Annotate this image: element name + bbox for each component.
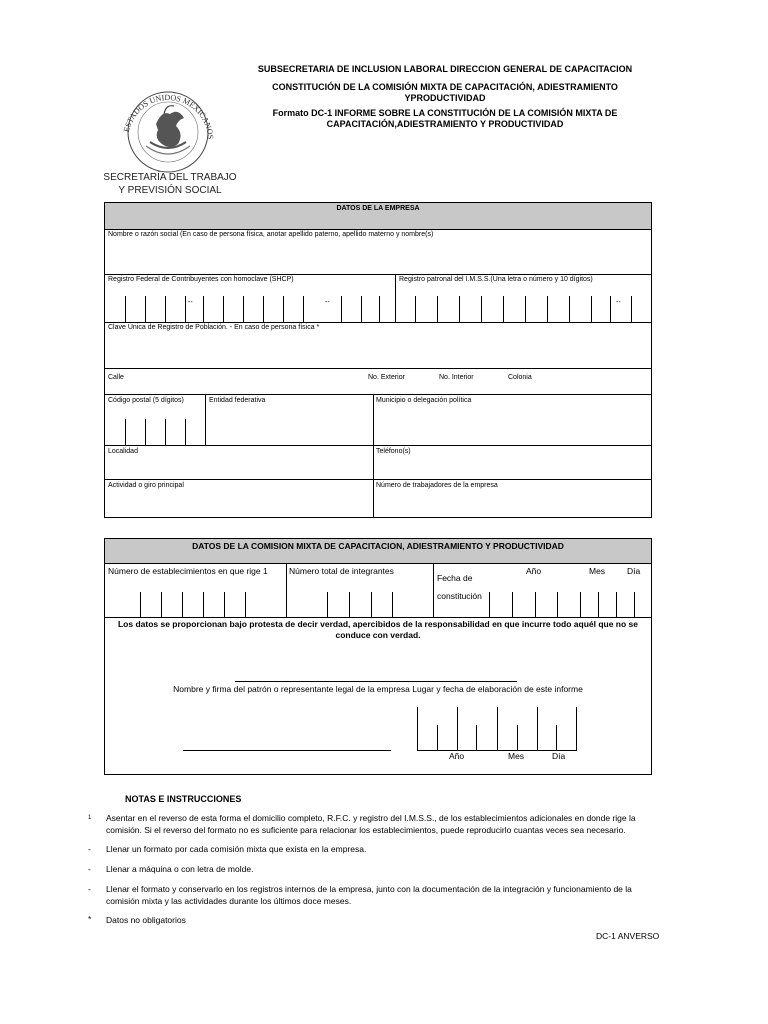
localidad-field[interactable] xyxy=(105,457,373,479)
dia-2-label: Día xyxy=(552,751,566,761)
seal-caption-line-2: Y PREVISIÓN SOCIAL xyxy=(118,185,222,196)
protesta-text: Los datos se proporcionan bajo protesta de decir verdad, apercibidos de la responsabilidad en que incurre todo aquél que no se conduce con verdad. xyxy=(117,619,639,640)
notas-title: NOTAS E INSTRUCCIONES xyxy=(125,794,242,804)
imss-field[interactable] xyxy=(396,285,651,321)
no-exterior-label: No. Exterior xyxy=(368,374,405,381)
header-line-2: CONSTITUCIÓN DE LA COMISIÓN MIXTA DE CAPACITACIÓN, ADIESTRAMIENTO YPRODUCTIVIDAD xyxy=(272,82,618,103)
empresa-title-bar xyxy=(105,203,651,230)
rfc-label: Registro Federal de Contribuyentes con homoclave (SHCP) xyxy=(108,276,294,283)
trabajadores-field[interactable] xyxy=(374,491,651,517)
note-mark: - xyxy=(88,844,91,854)
comision-title: DATOS DE LA COMISION MIXTA DE CAPACITACION, ADIESTRAMIENTO Y PRODUCTIVIDAD xyxy=(192,541,564,551)
footer-code: DC-1 ANVERSO xyxy=(596,931,660,941)
mes-2-label: Mes xyxy=(508,751,525,761)
note-mark: - xyxy=(88,864,91,874)
actividad-label: Actividad o giro principal xyxy=(108,482,184,489)
municipio-label: Municipio o delegación política xyxy=(376,397,472,404)
note-mark: 1 xyxy=(88,815,92,821)
fecha-constitucion-field[interactable] xyxy=(505,579,651,616)
list-item xyxy=(86,843,666,855)
entidad-field[interactable] xyxy=(206,406,373,444)
integrantes-field[interactable] xyxy=(287,579,433,616)
entidad-label: Entidad federativa xyxy=(209,397,266,404)
note-mark: * xyxy=(88,914,92,924)
telefono-label: Teléfono(s) xyxy=(376,448,411,455)
domicilio-field[interactable] xyxy=(105,369,651,393)
firma-label: Nombre y firma del patrón o representante legal de la empresa Lugar y fecha de elaboración de este informe xyxy=(173,684,583,694)
header-line-3: Formato DC-1 INFORME SOBRE LA CONSTITUCIÓN DE LA COMISIÓN MIXTA DE CAPACITACIÓN,ADIESTRAMIENTO Y PRODUCTIVIDAD xyxy=(272,108,618,129)
rfc-field[interactable] xyxy=(105,285,395,321)
notas-list xyxy=(86,812,666,926)
establecimientos-field[interactable] xyxy=(105,579,286,616)
municipio-field[interactable] xyxy=(374,406,651,444)
list-item xyxy=(86,914,666,926)
localidad-label: Localidad xyxy=(108,448,138,455)
calle-label: Calle xyxy=(108,374,124,381)
anio-label: Año xyxy=(526,566,542,576)
note-text: Llenar a máquina o con letra de molde. xyxy=(106,864,254,874)
imss-dash: -- xyxy=(616,299,621,306)
seal-ring-text: ESTADOS UNIDOS MEXICANOS xyxy=(121,92,216,140)
establecimientos-label: Número de establecimientos en que rige 1 xyxy=(108,566,268,576)
comision-section xyxy=(104,538,652,775)
telefono-field[interactable] xyxy=(374,457,651,479)
colonia-label: Colonia xyxy=(508,374,532,381)
no-interior-label: No. Interior xyxy=(439,374,474,381)
fecha-elaboracion-field[interactable] xyxy=(417,707,567,751)
list-item xyxy=(86,883,666,907)
empresa-title: DATOS DE LA EMPRESA xyxy=(336,205,420,212)
note-text: Datos no obligatorios xyxy=(106,915,186,925)
curp-label: Clave Única de Registro de Población. - En caso de persona física * xyxy=(108,324,320,331)
firma-field[interactable] xyxy=(183,719,391,749)
note-mark: - xyxy=(88,884,91,894)
seal-caption-line-1: SECRETARÍA DEL TRABAJO xyxy=(103,172,237,183)
nombre-label: Nombre o razón social (En caso de persona física, anotar apellido paterno, apellido materno y nombre(s) xyxy=(108,231,434,238)
note-text: Llenar el formato y conservarlo en los registros internos de la empresa, junto con la documentación de la integración y funcionamiento de la comisión mixta y las actividades durante los últimos doce meses. xyxy=(106,884,632,906)
mes-label: Mes xyxy=(589,566,606,576)
integrantes-label: Número total de integrantes xyxy=(289,566,394,576)
codigo-postal-label: Código postal (5 dígitos) xyxy=(108,397,184,404)
codigo-postal-field[interactable] xyxy=(105,406,205,444)
empresa-section xyxy=(104,202,652,518)
list-item xyxy=(86,863,666,875)
constitucion-label: constitución xyxy=(437,591,482,601)
comision-title-bar xyxy=(105,539,651,564)
list-item xyxy=(86,812,666,836)
anio-2-label: Año xyxy=(449,751,465,761)
note-text: Asentar en el reverso de esta forma el domicilio completo, R.F.C. y registro del I.M.S.S., de los establecimientos adicionales en donde rige la comisión. Si el reverso del formato no es suficiente para relacionar los establecimientos, puede reproducirlo cuantas veces sea necesario. xyxy=(106,813,636,835)
note-text: Llenar un formato por cada comisión mixta que exista en la empresa. xyxy=(106,844,367,854)
imss-label: Registro patronal del I.M.S.S.(Una letra o número y 10 dígitos) xyxy=(399,276,593,283)
rfc-dash-2: -- xyxy=(325,299,330,306)
nombre-field[interactable] xyxy=(105,239,651,273)
actividad-field[interactable] xyxy=(105,491,373,517)
curp-field[interactable] xyxy=(105,333,651,367)
dia-label: Día xyxy=(627,566,641,576)
rfc-dash-1: -- xyxy=(188,299,193,306)
trabajadores-label: Número de trabajadores de la empresa xyxy=(376,482,498,489)
header-line-1: SUBSECRETARIA DE INCLUSION LABORAL DIRECCION GENERAL DE CAPACITACION xyxy=(257,64,633,74)
fecha-de-label: Fecha de xyxy=(437,573,473,583)
